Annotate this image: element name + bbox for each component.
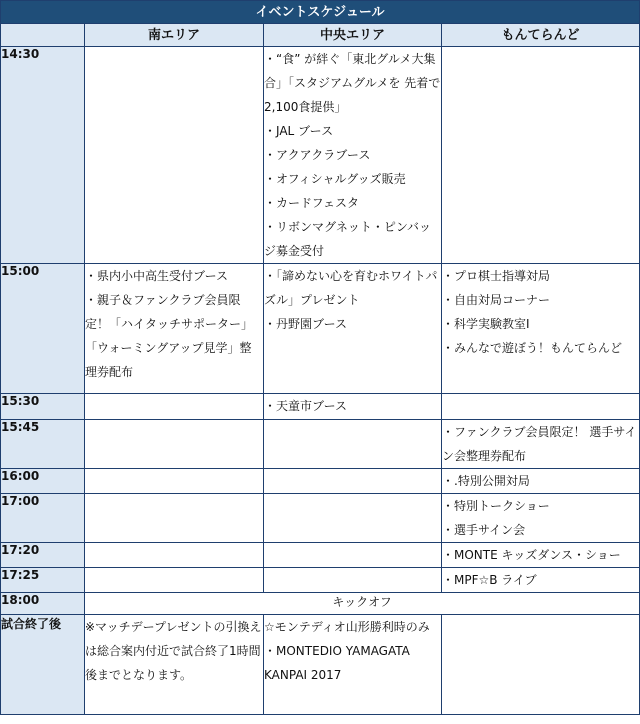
center-area-cell <box>264 543 442 568</box>
south-area-cell <box>85 47 264 264</box>
schedule-item: ・オフィシャルグッズ販売 <box>264 172 406 186</box>
after-match-row <box>1 615 640 715</box>
schedule-item: ・.特別公開対局 <box>442 474 530 488</box>
schedule-item: ・リボンマグネット・ピンバッジ募金受付 <box>264 220 432 258</box>
schedule-item: ・MPF☆B ライブ <box>442 573 537 587</box>
south-area-cell <box>85 394 264 420</box>
center-area-cell <box>264 264 442 394</box>
monteland-cell <box>442 264 640 394</box>
south-area-cell <box>85 494 264 543</box>
schedule-row <box>1 568 640 593</box>
monteland-cell <box>442 420 640 469</box>
schedule-item: ・科学実験教室Ⅰ <box>442 317 530 331</box>
time-cell: 16:00 <box>1 469 85 494</box>
schedule-item: ・アクアクラブース <box>264 148 371 162</box>
schedule-title: イベントスケジュール <box>1 1 640 24</box>
schedule-item: ・県内小中高生受付ブース <box>85 269 229 283</box>
schedule-item: ・「諦めない心を育むホワイトパズル」プレゼント <box>264 269 438 307</box>
south-area-cell <box>85 568 264 593</box>
monteland-cell <box>442 568 640 593</box>
center-area-cell <box>264 469 442 494</box>
time-cell: 17:00 <box>1 494 85 543</box>
schedule-item: ・丹野園ブース <box>264 317 348 331</box>
south-area-cell <box>85 420 264 469</box>
schedule-item: ☆モンテディオ山形勝利時のみ <box>264 620 430 634</box>
time-column-header <box>1 24 85 47</box>
center-area-cell <box>264 47 442 264</box>
center-area-cell <box>264 615 442 715</box>
schedule-row <box>1 543 640 568</box>
schedule-row <box>1 47 640 264</box>
schedule-item: ・自由対局コーナー <box>442 293 551 307</box>
schedule-item: ・“食” が絆ぐ「東北グルメ大集合」「スタジアムグルメを 先着で2,100食提供」 <box>264 52 441 114</box>
schedule-item: ・天童市ブース <box>264 399 348 413</box>
schedule-item: ・プロ棋士指導対局 <box>442 269 551 283</box>
center-area-cell <box>264 494 442 543</box>
time-cell: 18:00 <box>1 593 85 615</box>
monteland-cell <box>442 394 640 420</box>
monteland-cell <box>442 615 640 715</box>
column-header-south: 南エリア <box>85 24 264 47</box>
time-cell: 15:45 <box>1 420 85 469</box>
south-area-cell <box>85 615 264 715</box>
kickoff-label: キックオフ <box>85 593 640 615</box>
time-cell: 14:30 <box>1 47 85 264</box>
time-cell: 試合終了後 <box>1 615 85 715</box>
center-area-cell <box>264 394 442 420</box>
schedule-item: ・親子＆ファンクラブ会員限定！「ハイタッチサポーター」「ウォーミングアップ見学」整理券配布 <box>85 293 254 379</box>
center-area-cell <box>264 420 442 469</box>
monteland-cell <box>442 494 640 543</box>
monteland-cell <box>442 469 640 494</box>
schedule-item: ・カードフェスタ <box>264 196 360 210</box>
schedule-item: ・ファンクラブ会員限定！ 選手サイン会整理券配布 <box>442 425 637 463</box>
column-header-monte: もんてらんど <box>442 24 640 47</box>
south-area-cell <box>85 543 264 568</box>
schedule-row <box>1 394 640 420</box>
schedule-item: ※マッチデープレゼントの引換えは総合案内付近で試合終了1時間後までとなります。 <box>85 620 262 682</box>
time-cell: 15:30 <box>1 394 85 420</box>
schedule-item: ・JAL ブース <box>264 124 334 138</box>
schedule-item: ・MONTE キッズダンス・ショー <box>442 548 621 562</box>
schedule-row <box>1 420 640 469</box>
schedule-item: ・特別トークショー <box>442 499 550 513</box>
monteland-cell <box>442 47 640 264</box>
schedule-row <box>1 494 640 543</box>
time-cell: 15:00 <box>1 264 85 394</box>
schedule-item: ・MONTEDIO YAMAGATA KANPAI 2017 <box>264 644 410 682</box>
kickoff-row <box>1 593 640 615</box>
monteland-cell <box>442 543 640 568</box>
column-header-row <box>1 24 640 47</box>
center-area-cell <box>264 568 442 593</box>
schedule-row <box>1 264 640 394</box>
south-area-cell <box>85 469 264 494</box>
schedule-row <box>1 469 640 494</box>
time-cell: 17:20 <box>1 543 85 568</box>
time-cell: 17:25 <box>1 568 85 593</box>
schedule-item: ・選手サイン会 <box>442 523 526 537</box>
schedule-item: ・みんなで遊ぼう！もんてらんど <box>442 341 623 355</box>
south-area-cell <box>85 264 264 394</box>
column-header-center: 中央エリア <box>264 24 442 47</box>
